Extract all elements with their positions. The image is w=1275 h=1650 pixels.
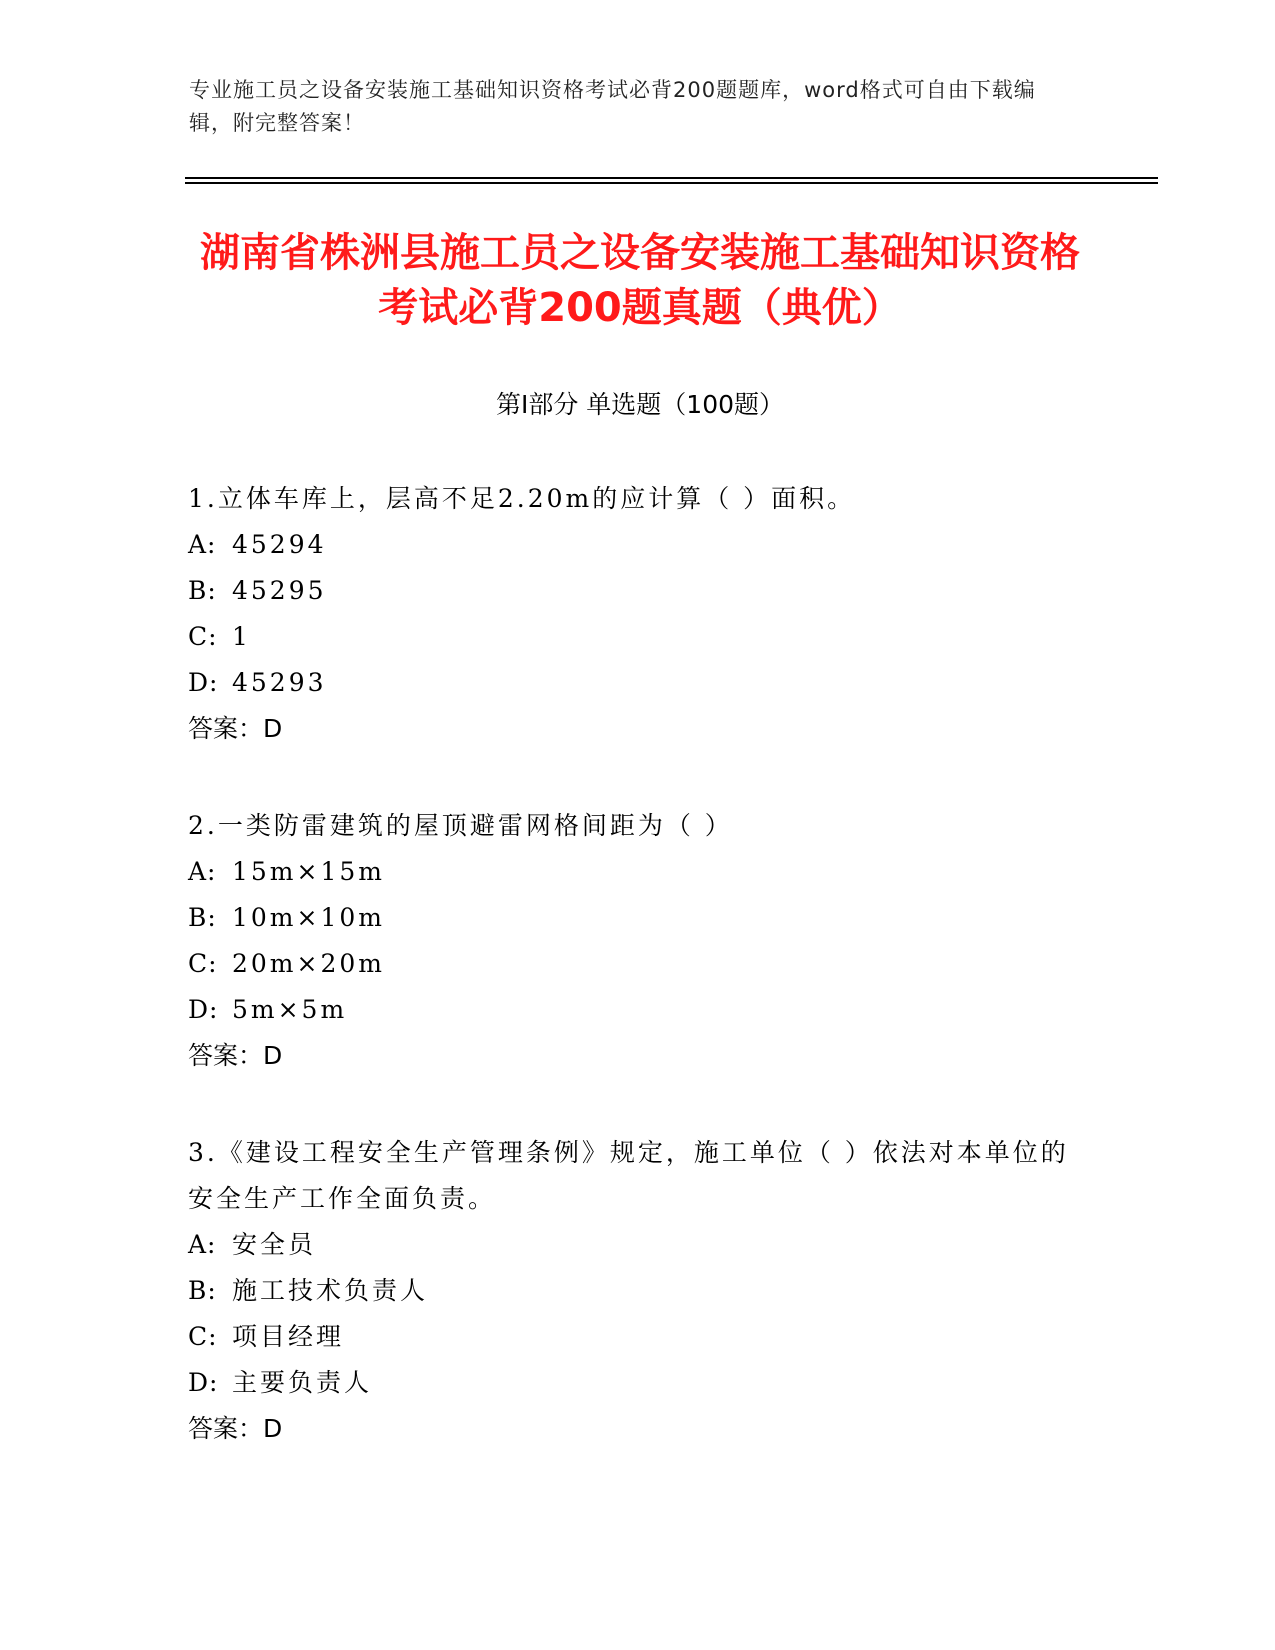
option-text: 10m×10m [232,903,385,932]
header-note: 专业施工员之设备安装施工基础知识资格考试必背200题题库，word格式可自由下载编辑，附完整答案！ [189,78,1036,135]
option-c [188,614,1078,660]
question-list [188,476,1078,1503]
option-letter: C: [188,949,218,978]
answer-line [188,706,1078,752]
option-text: 安全员 [232,1230,317,1259]
option-text: 15m×15m [232,857,385,886]
option-letter: D: [188,668,219,697]
option-d [188,987,1078,1033]
answer-line [188,1406,1078,1452]
option-letter: D: [188,1368,219,1397]
option-text: 45294 [232,530,327,559]
option-text: 45295 [232,576,327,605]
answer-value: D [263,1414,283,1443]
option-a [188,1222,1078,1268]
option-letter: B: [188,903,217,932]
answer-label: 答案： [188,1414,264,1443]
option-letter: C: [188,622,218,651]
option-text: 1 [232,622,251,651]
option-text: 20m×20m [232,949,385,978]
option-d [188,1360,1078,1406]
answer-value: D [263,1041,283,1070]
option-letter: B: [188,1276,217,1305]
question-2 [188,803,1078,1079]
answer-line [188,1033,1078,1079]
header-divider-bottom [185,182,1158,184]
option-c [188,1314,1078,1360]
option-text: 5m×5m [232,995,348,1024]
answer-label: 答案： [188,714,264,743]
option-letter: A: [188,857,217,886]
option-a [188,849,1078,895]
option-letter: D: [188,995,219,1024]
answer-value: D [263,714,283,743]
option-letter: B: [188,576,217,605]
option-b [188,895,1078,941]
option-letter: C: [188,1322,218,1351]
document-title: 湖南省株洲县施工员之设备安装施工基础知识资格考试必背200题真题（典优） [200,230,1080,331]
option-text: 项目经理 [232,1322,345,1351]
question-3 [188,1130,1078,1452]
question-stem: 3.《建设工程安全生产管理条例》规定，施工单位（ ）依法对本单位的安全生产工作全面负责。 [188,1138,1069,1213]
question-1 [188,476,1078,752]
option-c [188,941,1078,987]
option-a [188,522,1078,568]
option-letter: A: [188,530,217,559]
option-letter: A: [188,1230,217,1259]
option-text: 45293 [232,668,327,697]
option-text: 施工技术负责人 [232,1276,429,1305]
question-stem: 1.立体车库上，层高不足2.20m的应计算（ ）面积。 [188,484,856,513]
option-d [188,660,1078,706]
option-text: 主要负责人 [232,1368,373,1397]
option-b [188,1268,1078,1314]
option-b [188,568,1078,614]
question-stem: 2.一类防雷建筑的屋顶避雷网格间距为（ ） [188,811,733,840]
header-divider-top [185,177,1158,179]
answer-label: 答案： [188,1041,264,1070]
section-title: 第Ⅰ部分 单选题（100题） [495,390,785,419]
